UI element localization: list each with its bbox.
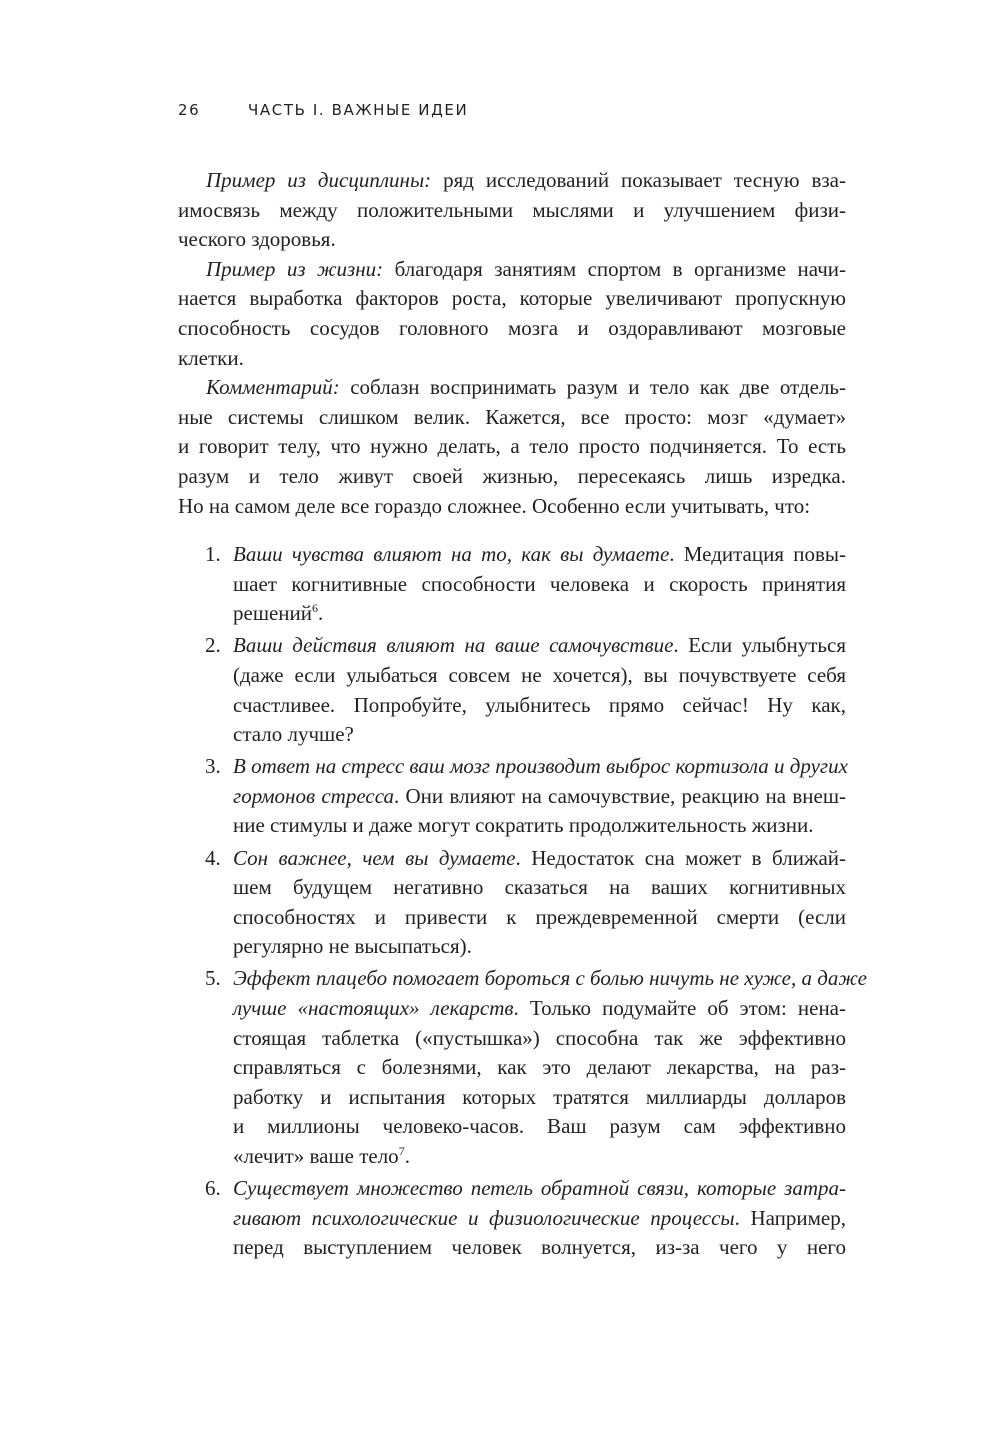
text-line [233, 1112, 846, 1142]
text-segment: справляться с болезнями, как это делают лекарства, на раз- [233, 1055, 846, 1080]
text-segment: Но на самом деле все гораздо сложнее. Особенно если учитывать, что: [178, 493, 811, 518]
text-line [233, 720, 846, 750]
text-line [233, 570, 846, 600]
text-line [233, 752, 846, 782]
text-line [233, 1024, 846, 1054]
text-segment: счастливее. Попробуйте, улыбнитесь прямо сейчас! Ну как, [233, 692, 846, 717]
text-line [233, 1142, 846, 1172]
text-line [233, 540, 846, 570]
text-segment: шем будущем негативно сказаться на ваших когнитивных [233, 875, 846, 900]
text-line [233, 631, 846, 661]
text-segment: . Если улыбнуться [673, 633, 846, 658]
text-line [178, 255, 846, 285]
text-segment: благодаря занятиям спортом в организме начи- [383, 256, 847, 281]
text-segment: способностях и привести к преждевременной смерти (если [233, 904, 846, 929]
text-line [233, 1083, 846, 1113]
text-segment: . [404, 1144, 410, 1168]
text-line [233, 994, 846, 1024]
text-line [233, 1233, 846, 1263]
italic-text: Пример из жизни: [206, 256, 384, 281]
italic-text: Пример из дисциплины: [206, 168, 432, 192]
italic-text: Ваши чувства влияют на то, как вы думаете [233, 542, 670, 567]
text-segment: ние стимулы и даже могут сократить продолжительность жизни. [233, 813, 814, 838]
paragraphs [178, 166, 846, 521]
list-number: 3. [205, 754, 221, 779]
text-line [233, 691, 846, 721]
italic-text: В ответ на стресс ваш мозг производит выброс кортизола и других [233, 754, 848, 779]
text-line [178, 225, 846, 255]
running-title: ЧАСТЬ I. ВАЖНЫЕ ИДЕИ [248, 101, 469, 119]
text-line [178, 492, 846, 522]
text-segment: стало лучше? [233, 722, 354, 747]
text-segment: . Только подумайте об этом: нена- [513, 996, 846, 1021]
list-number: 4. [205, 845, 221, 870]
list-number: 2. [205, 633, 221, 658]
text-segment: стоящая таблетка («пустышка») способна так же эффективно [233, 1025, 846, 1050]
text-segment: шает когнитивные способности человека и скорость принятия [233, 571, 846, 596]
text-segment: перед выступлением человек волнуется, из-за чего у него [233, 1235, 846, 1260]
italic-text: Эффект плацебо помогает бороться с болью ничуть не хуже, а даже [233, 966, 867, 991]
text-line [178, 314, 846, 344]
italic-text: Ваши действия влияют на ваше самочувствие [233, 633, 674, 658]
text-segment: (даже если улыбаться совсем не хочется), вы почувствуете себя [233, 663, 846, 687]
text-segment: . [318, 601, 324, 626]
text-segment: регулярно не высыпаться). [233, 934, 472, 959]
text-line [233, 873, 846, 903]
numbered-list [178, 540, 867, 1263]
text-segment: способность сосудов головного мозга и оздоравливают мозговые [178, 315, 846, 340]
text-segment: решений [233, 601, 313, 626]
text-segment: ческого здоровья. [178, 227, 336, 252]
text-segment: соблазн воспринимать разум и тело как две отдель- [339, 375, 846, 400]
italic-text: гормонов стресса [233, 783, 394, 808]
text-line [233, 844, 846, 874]
text-segment: работку и испытания которых тратятся миллиарды долларов [233, 1084, 846, 1109]
list-number: 1. [205, 542, 221, 567]
page-body [178, 166, 867, 1265]
text-line [233, 661, 846, 691]
footnote-ref: 7 [398, 1144, 405, 1158]
text-segment: разум и тело живут своей жизнью, пересекаясь лишь изредка. [178, 463, 846, 488]
text-segment: ряд исследований показывает тесную вза- [431, 168, 846, 192]
text-line [178, 403, 846, 433]
text-segment: и миллионы человеко-часов. Ваш разум сам эффективно [233, 1114, 846, 1139]
list-number: 5. [205, 966, 221, 991]
text-line [178, 284, 846, 314]
text-line [233, 932, 846, 962]
text-segment: и говорит телу, что нужно делать, а тело просто подчиняется. То есть [178, 434, 846, 459]
text-segment: нается выработка факторов роста, которые увеличивают пропускную [178, 286, 846, 311]
text-segment: . Недостаток сна может в ближай- [515, 845, 846, 870]
list-item [178, 752, 846, 841]
text-line [233, 782, 846, 812]
paragraph [178, 166, 846, 255]
text-segment: «лечит» ваше тело [233, 1144, 399, 1168]
page-number: 26 [178, 101, 201, 119]
list-item [178, 964, 867, 1171]
text-segment: клетки. [178, 345, 244, 370]
text-line [233, 599, 846, 629]
list-item [178, 1174, 846, 1263]
text-line [178, 344, 846, 374]
list-item [178, 844, 846, 962]
text-line [233, 1053, 846, 1083]
text-line [178, 432, 846, 462]
paragraph [178, 373, 846, 521]
footnote-ref: 6 [312, 601, 319, 616]
text-line [178, 196, 846, 226]
text-line [233, 964, 867, 994]
text-line [178, 462, 846, 492]
text-line [233, 811, 846, 841]
text-segment: . Например, [734, 1205, 847, 1230]
italic-text: Существует множество петель обратной связи, которые затра- [233, 1176, 846, 1201]
paragraph [178, 255, 846, 373]
list-item [178, 631, 846, 749]
text-line [178, 166, 846, 196]
text-line [233, 1204, 846, 1234]
italic-text: Комментарий: [206, 375, 340, 400]
text-segment: . Они влияют на самочувствие, реакцию на внеш- [393, 783, 846, 808]
text-segment: . Медитация повы- [669, 542, 846, 567]
list-number: 6. [205, 1176, 221, 1201]
italic-text: гивают психологические и физиологические процессы [233, 1205, 735, 1230]
text-line [178, 373, 846, 403]
text-line [233, 1174, 846, 1204]
text-segment: имосвязь между положительными мыслями и улучшением физи- [178, 197, 846, 222]
text-line [233, 903, 846, 933]
italic-text: Сон важнее, чем вы думаете [233, 845, 516, 870]
text-segment: ные системы слишком велик. Кажется, все просто: мозг «думает» [178, 404, 846, 429]
italic-text: лучше «настоящих» лекарств [233, 996, 514, 1021]
list-item [178, 540, 846, 629]
